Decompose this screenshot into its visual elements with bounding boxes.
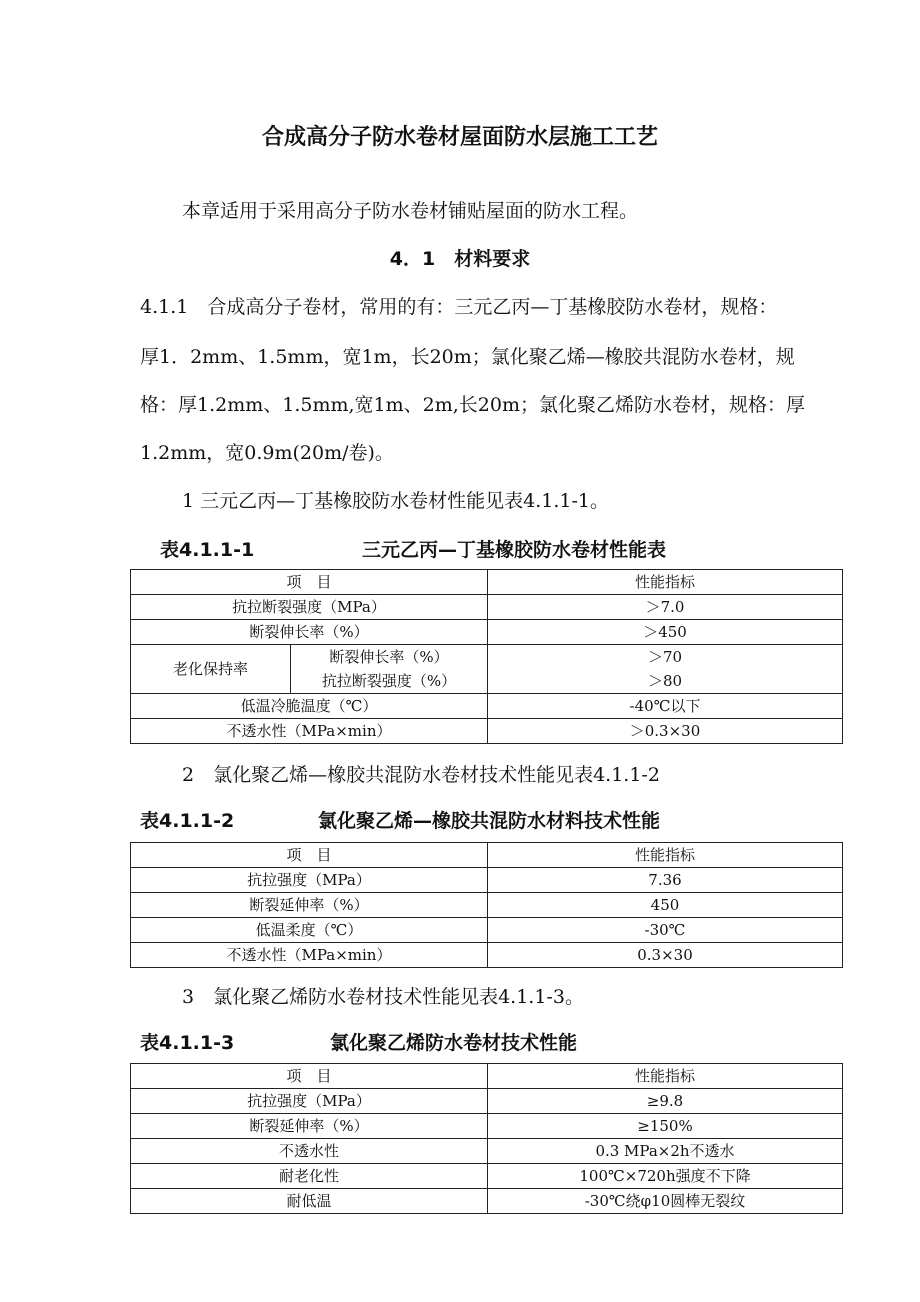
table1-r2-item: 断裂伸长率（%） xyxy=(131,620,488,645)
table2-caption-number: 表4.1.1-2 xyxy=(140,810,235,832)
para-411-line2: 厚1．2mm、1.5mm，宽1m，长20m；氯化聚乙烯—橡胶共混防水卷材，规 xyxy=(140,346,795,368)
table3-r1-item: 抗拉强度（MPa） xyxy=(131,1089,488,1114)
table1-header-value: 性能指标 xyxy=(488,570,843,595)
table-row xyxy=(131,570,843,595)
table3-r2-value: ≥150% xyxy=(488,1114,843,1139)
table-row xyxy=(131,918,843,943)
table1-r6-item: 不透水性（MPa×min） xyxy=(131,719,488,744)
table1-r4-item: 抗拉断裂强度（%） xyxy=(321,672,457,690)
table-row xyxy=(131,694,843,719)
table1-caption-title: 三元乙丙—丁基橡胶防水卷材性能表 xyxy=(362,539,667,561)
table-row xyxy=(131,595,843,620)
table3 xyxy=(130,1063,843,1214)
table-row xyxy=(131,1139,843,1164)
table3-r3-value: 0.3 MPa×2h不透水 xyxy=(488,1139,843,1164)
table-row xyxy=(131,893,843,918)
table3-r4-value: 100℃×720h强度不下降 xyxy=(488,1164,843,1189)
table2-r4-item: 不透水性（MPa×min） xyxy=(131,943,488,968)
table1-r4-value: ＞80 xyxy=(647,672,683,690)
table2-header-item: 项 目 xyxy=(131,843,488,868)
table1-group-values xyxy=(488,645,843,694)
table-row xyxy=(131,1114,843,1139)
table2-r3-value: -30℃ xyxy=(488,918,843,943)
table2-r4-value: 0.3×30 xyxy=(488,943,843,968)
table2-header-value: 性能指标 xyxy=(488,843,843,868)
table-row xyxy=(131,943,843,968)
table2-r1-item: 抗拉强度（MPa） xyxy=(131,868,488,893)
table1-group-items xyxy=(291,645,488,694)
table3-r2-item: 断裂延伸率（%） xyxy=(131,1114,488,1139)
item-1: 1 三元乙丙—丁基橡胶防水卷材性能见表4.1.1-1。 xyxy=(182,490,609,512)
para-411-line4: 1.2mm，宽0.9m(20m/卷)。 xyxy=(140,442,394,464)
table-row xyxy=(131,1164,843,1189)
table1-header-item: 项 目 xyxy=(131,570,488,595)
table-row xyxy=(131,645,843,694)
table2-caption-title: 氯化聚乙烯—橡胶共混防水材料技术性能 xyxy=(318,810,661,832)
table3-header-value: 性能指标 xyxy=(488,1064,843,1089)
table1-caption-number: 表4.1.1-1 xyxy=(160,539,255,561)
page-title: 合成高分子防水卷材屋面防水层施工工艺 xyxy=(261,125,658,150)
table-row xyxy=(131,1089,843,1114)
item-2: 2 氯化聚乙烯—橡胶共混防水卷材技术性能见表4.1.1-2 xyxy=(182,764,660,786)
table-row xyxy=(131,1064,843,1089)
table3-r3-item: 不透水性 xyxy=(131,1139,488,1164)
table3-r5-value: -30℃绕φ10圆棒无裂纹 xyxy=(488,1189,843,1214)
table1-r1-item: 抗拉断裂强度（MPa） xyxy=(131,595,488,620)
para-411-line3: 格：厚1.2mm、1.5mm,宽1m、2m,长20m；氯化聚乙烯防水卷材，规格：厚 xyxy=(140,394,805,416)
table3-r4-item: 耐老化性 xyxy=(131,1164,488,1189)
table1-r2-value: ＞450 xyxy=(488,620,843,645)
table2-r2-value: 450 xyxy=(488,893,843,918)
table3-caption-title: 氯化聚乙烯防水卷材技术性能 xyxy=(330,1032,578,1054)
table2 xyxy=(130,842,843,968)
table-row xyxy=(131,719,843,744)
table1-r5-item: 低温冷脆温度（℃） xyxy=(131,694,488,719)
table1-r5-value: -40℃以下 xyxy=(488,694,843,719)
table1-r3-value: ＞70 xyxy=(647,648,683,666)
table2-r3-item: 低温柔度（℃） xyxy=(131,918,488,943)
table-row xyxy=(131,1189,843,1214)
intro-paragraph: 本章适用于采用高分子防水卷材铺贴屋面的防水工程。 xyxy=(182,200,639,222)
table1-r3-item: 断裂伸长率（%） xyxy=(329,648,449,666)
table1-group-label: 老化保持率 xyxy=(131,645,291,694)
table-row xyxy=(131,843,843,868)
table2-r1-value: 7.36 xyxy=(488,868,843,893)
table1-r1-value: ＞7.0 xyxy=(488,595,843,620)
table3-header-item: 项 目 xyxy=(131,1064,488,1089)
item-3: 3 氯化聚乙烯防水卷材技术性能见表4.1.1-3。 xyxy=(182,986,584,1008)
table3-r5-item: 耐低温 xyxy=(131,1189,488,1214)
table2-r2-item: 断裂延伸率（%） xyxy=(131,893,488,918)
table3-caption-number: 表4.1.1-3 xyxy=(140,1032,235,1054)
table-row xyxy=(131,620,843,645)
para-411-line1: 4.1.1 合成高分子卷材，常用的有：三元乙丙—丁基橡胶防水卷材，规格： xyxy=(140,296,778,318)
table3-r1-value: ≥9.8 xyxy=(488,1089,843,1114)
table1-r6-value: ＞0.3×30 xyxy=(488,719,843,744)
table1 xyxy=(130,569,843,744)
table-row xyxy=(131,868,843,893)
section-heading: 4．1 材料要求 xyxy=(389,248,531,270)
